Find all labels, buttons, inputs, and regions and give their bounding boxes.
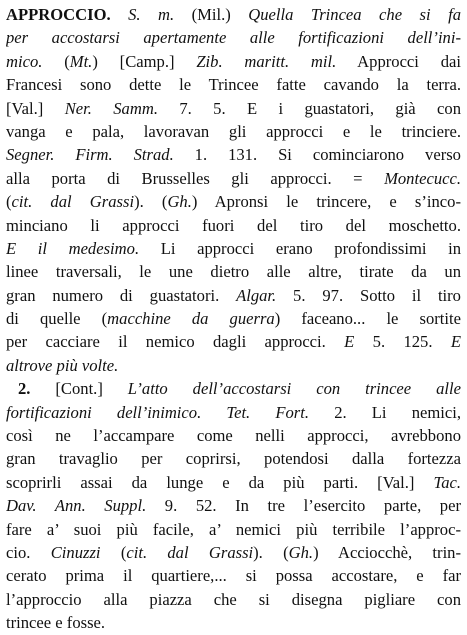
italic-text: E	[450, 332, 461, 352]
text-run: 5. 125.	[354, 332, 451, 352]
text-line	[6, 97, 461, 120]
text-run: ) [Camp.]	[92, 51, 197, 71]
italic-text: Mt.	[69, 51, 93, 71]
text-run: vanga e pala, lavoravan gli approcci e le trinciere.	[6, 121, 461, 141]
text-run: alla porta di Brusselles gli approcci. =	[6, 168, 385, 188]
text-line	[6, 377, 461, 400]
italic-text: Zib. maritt. mil.	[196, 51, 337, 71]
text-run: (	[42, 51, 70, 71]
text-line	[6, 237, 461, 260]
text-run: 2. Li nemici,	[309, 402, 461, 422]
bold-text: APPROCCIO.	[6, 5, 111, 24]
text-run	[111, 5, 128, 24]
text-line	[6, 564, 461, 587]
text-run: 7. 5. E i guastatori, già con	[157, 98, 461, 118]
text-run: cerato prima il quartiere,... si possa accostare, e far	[6, 566, 461, 586]
text-run: gran travaglio per coprirsi, potendosi dalla fortezza	[6, 449, 461, 469]
italic-text: E il medesimo.	[6, 238, 140, 258]
text-run: (	[6, 192, 12, 212]
text-line	[6, 214, 461, 237]
entry-paragraph-2	[6, 377, 461, 634]
italic-text: Ner. Samm.	[64, 98, 158, 118]
text-line	[6, 588, 461, 611]
text-run: [Val.]	[6, 98, 65, 118]
italic-text: Algar.	[236, 285, 277, 305]
italic-text: Segner. Firm. Strad.	[6, 145, 174, 165]
text-line	[6, 190, 461, 213]
italic-text: Montecucc.	[384, 168, 461, 188]
text-line	[6, 120, 461, 143]
italic-text: Cinuzzi	[50, 542, 101, 562]
italic-text: fortificazioni dell’inimico. Tet. Fort.	[6, 402, 310, 422]
text-run: linee traversali, le une dietro alle altre, tirate da un	[6, 262, 461, 282]
text-run: di quelle (	[6, 309, 108, 329]
italic-text: macchine da guerra	[107, 309, 275, 329]
italic-text: Quella Trincea che si fa	[248, 5, 461, 24]
text-run: scoprirli assai da lunge e da più parti. [Val.]	[6, 472, 434, 492]
text-run: minciano li approcci fuori del tiro del moschetto.	[6, 215, 461, 235]
text-line	[6, 541, 461, 564]
text-run: trincee e fosse.	[6, 613, 106, 633]
text-line	[6, 401, 461, 424]
text-line	[6, 424, 461, 447]
text-line	[6, 260, 461, 283]
bold-text: 2.	[18, 379, 31, 399]
italic-text: E	[344, 332, 355, 352]
text-run: [Cont.]	[30, 379, 128, 399]
text-line	[6, 494, 461, 517]
text-run: 1. 131. Si cominciarono verso	[173, 145, 461, 165]
text-run: 9. 52. In tre l’esercito parte, per	[146, 496, 461, 516]
text-run: cio.	[6, 542, 51, 562]
text-line	[6, 3, 461, 26]
italic-text: per accostarsi apertamente alle fortificazioni dell’ini-	[6, 28, 461, 48]
italic-text: altrove più volte.	[6, 355, 119, 375]
text-line	[6, 284, 461, 307]
text-line	[6, 26, 461, 49]
text-run: ). (	[253, 542, 289, 562]
italic-text: Gh.	[288, 542, 314, 562]
text-run: ) Acciocchè, trin-	[313, 542, 461, 562]
italic-text: Gh.	[167, 192, 192, 212]
entry-paragraph-1	[6, 3, 461, 377]
text-line	[6, 167, 461, 190]
text-line	[6, 518, 461, 541]
text-run: così ne l’accampare come nelli approcci, avrebbono	[6, 426, 461, 446]
text-run: (	[100, 542, 127, 562]
text-run: gran numero di guastatori.	[6, 285, 237, 305]
text-line	[6, 471, 461, 494]
text-run: fare a’ suoi più facile, a’ nemici più terribile l’approc-	[6, 519, 461, 539]
italic-text: L’atto dell’accostarsi con trincee alle	[127, 379, 461, 399]
text-line	[6, 447, 461, 470]
text-run: ) faceano... le sortite	[274, 309, 461, 329]
text-run: ). (	[134, 192, 168, 212]
italic-text: cit. dal Grassi	[11, 192, 135, 212]
text-run: (Mil.)	[174, 5, 249, 24]
dictionary-entry-approccio	[6, 3, 461, 635]
text-run: Francesi sono dette le Trincee fatte cavando la terra.	[6, 75, 461, 95]
text-run: Li approcci erano profondissimi in	[139, 238, 461, 258]
italic-text: cit. dal Grassi	[126, 542, 254, 562]
text-run: l’approccio alla piazza che si disegna pigliare con	[6, 589, 461, 609]
text-line	[6, 330, 461, 353]
italic-text: Dav. Ann. Suppl.	[6, 496, 147, 516]
text-run: per cacciare il nemico dagli approcci.	[6, 332, 345, 352]
text-line	[6, 50, 461, 73]
text-line	[6, 143, 461, 166]
text-line	[6, 73, 461, 96]
italic-text: mico.	[6, 51, 43, 71]
italic-text: S. m.	[128, 5, 175, 24]
text-run: ) Apronsi le trincere, e s’inco-	[191, 192, 461, 212]
text-line	[6, 611, 461, 634]
italic-text: Tac.	[433, 472, 461, 492]
text-run: 5. 97. Sotto il tiro	[276, 285, 461, 305]
text-run: Approcci dai	[336, 51, 461, 71]
text-line	[6, 307, 461, 330]
text-line	[6, 354, 461, 377]
